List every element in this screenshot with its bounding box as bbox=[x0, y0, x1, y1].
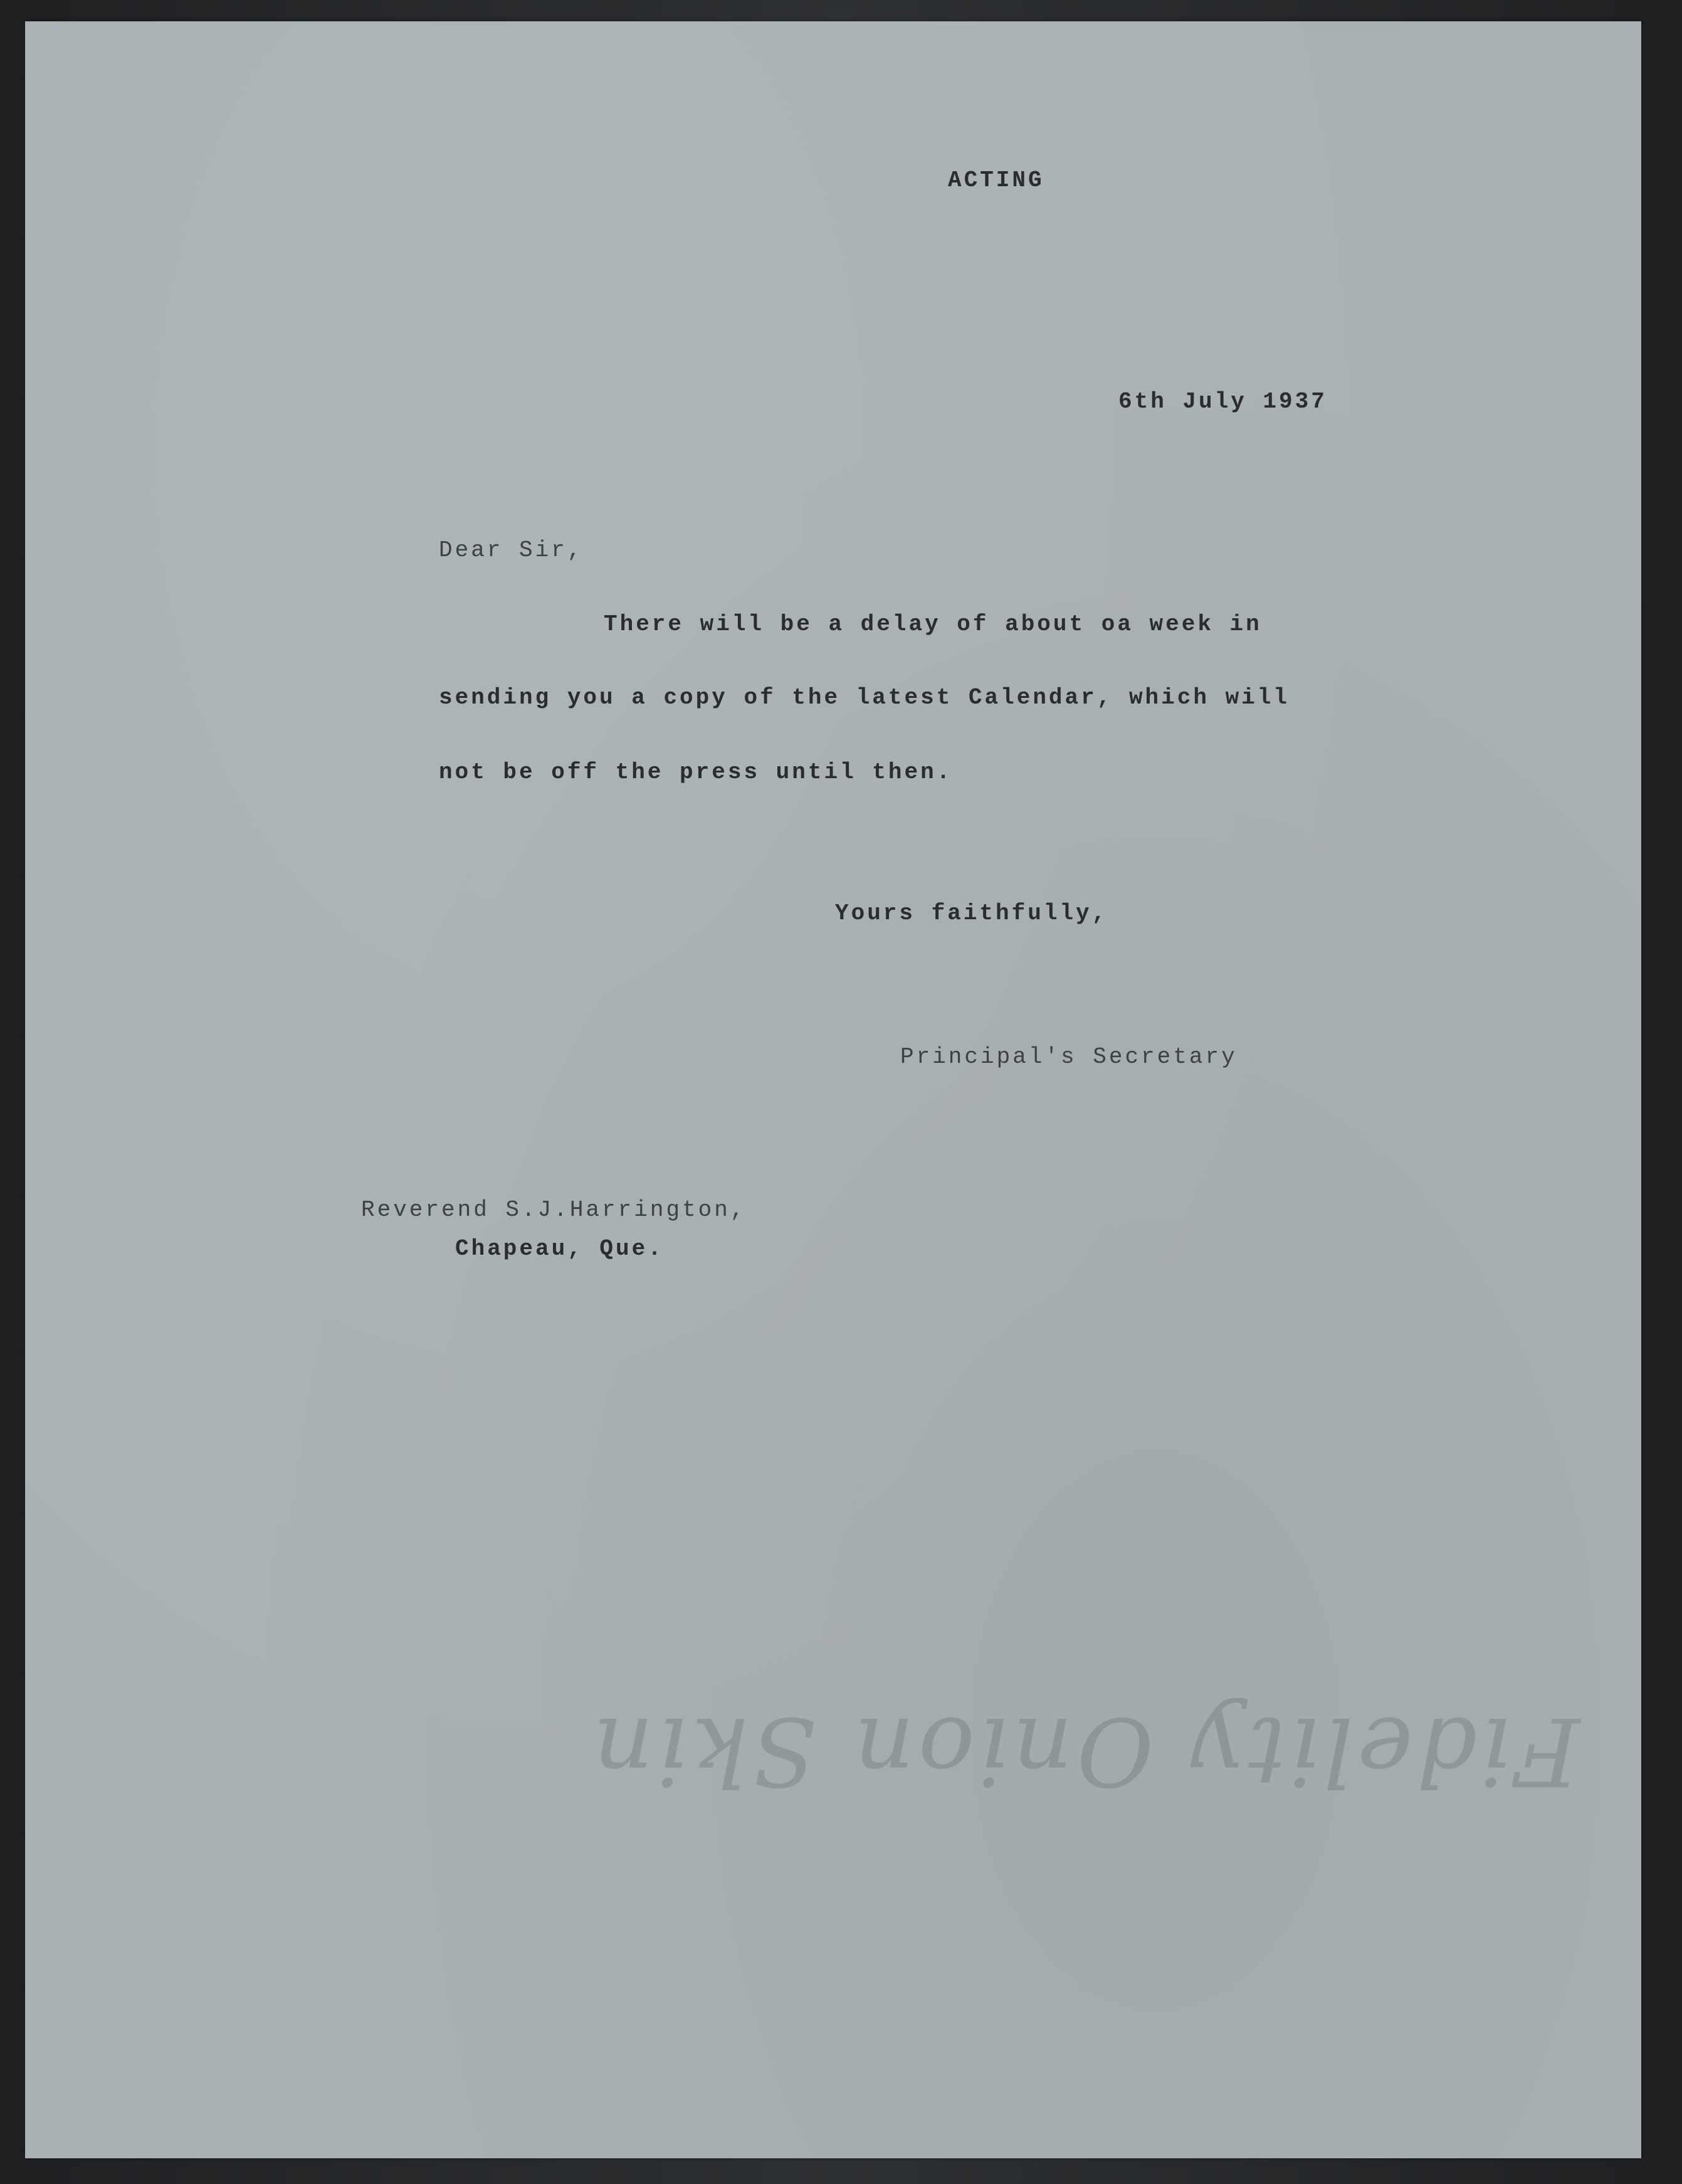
salutation: Dear Sir, bbox=[439, 537, 584, 563]
signature-title: Principal's Secretary bbox=[900, 1044, 1238, 1070]
body-line-2: sending you a copy of the latest Calendar, which will bbox=[439, 685, 1290, 710]
body-line-3: not be off the press until then. bbox=[439, 759, 953, 785]
recipient-name: Reverend S.J.Harrington, bbox=[361, 1197, 747, 1223]
recipient-place: Chapeau, Que. bbox=[455, 1236, 664, 1262]
letter-heading: ACTING bbox=[948, 167, 1044, 193]
watermark-brand: Fidelity Onion Skin bbox=[589, 1696, 1580, 1805]
closing: Yours faithfully, bbox=[835, 900, 1108, 926]
paper-watermark bbox=[564, 1388, 1605, 1805]
letter-sheet bbox=[25, 21, 1641, 2158]
letter-date: 6th July 1937 bbox=[1118, 389, 1327, 414]
body-line-1: There will be a delay of about oa week in bbox=[604, 611, 1262, 637]
